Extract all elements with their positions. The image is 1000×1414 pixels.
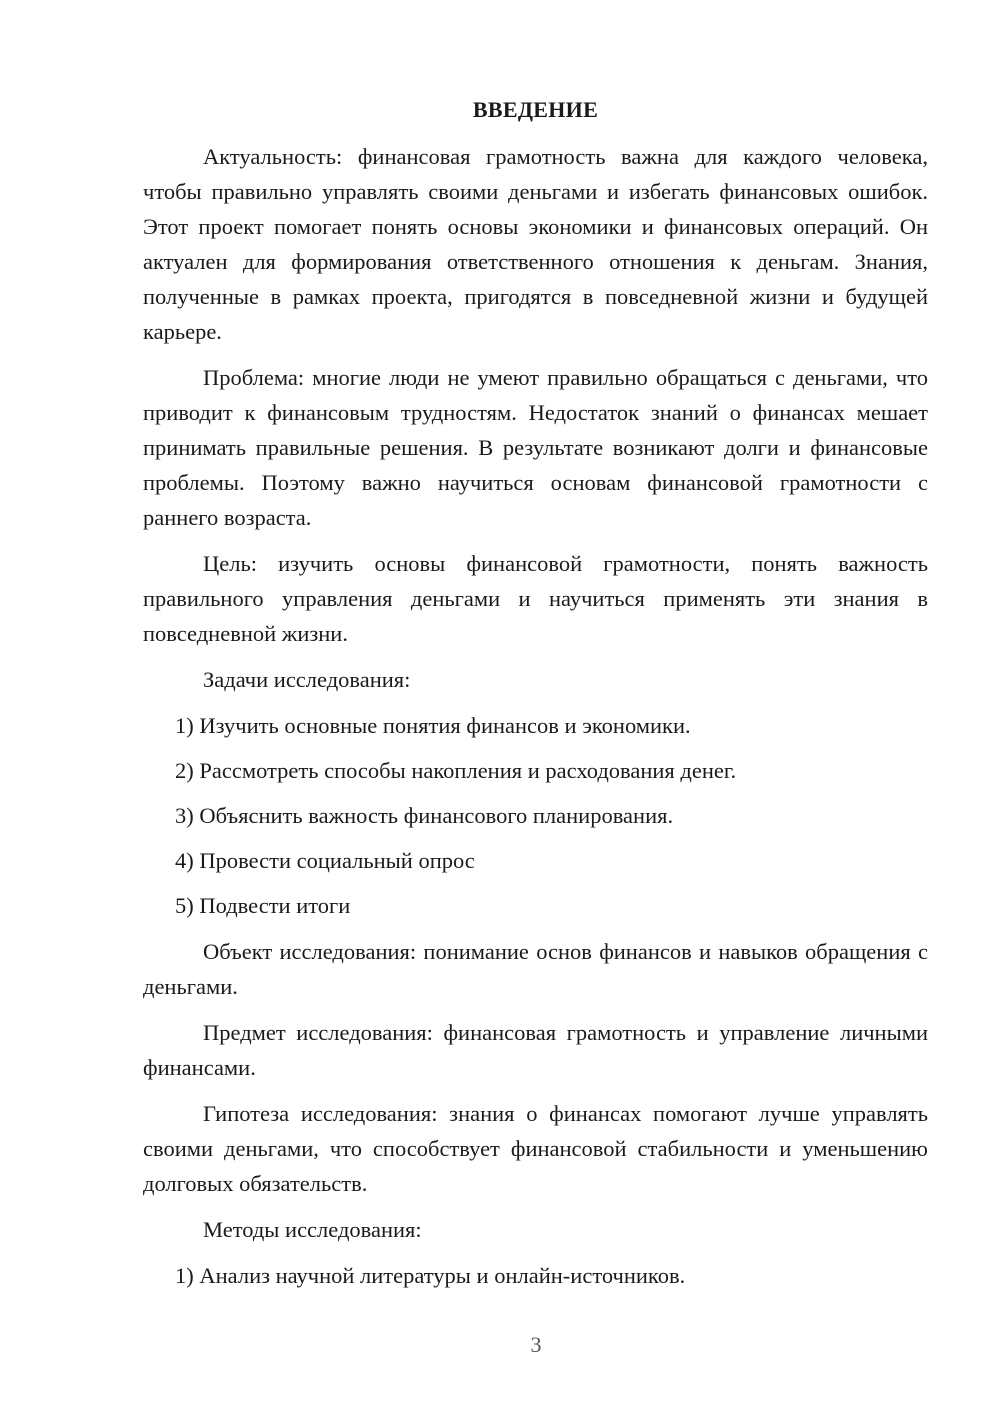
goal-paragraph: Цель: изучить основы финансовой грамотности, понять важность правильного управления деньгами и научиться применять эти знания в повседневной жизни. <box>143 551 928 646</box>
task-item: 1) Изучить основные понятия финансов и экономики. <box>175 713 691 738</box>
methods-list <box>143 1258 928 1293</box>
problem-paragraph: Проблема: многие люди не умеют правильно обращаться с деньгами, что приводит к финансовым трудностям. Недостаток знаний о финансах мешает принимать правильные решения. В результате возникают долги и финансовые проблемы. Поэтому важно научиться основам финансовой грамотности с раннего возраста. <box>143 365 928 530</box>
document-page <box>143 95 928 1304</box>
task-item: 5) Подвести итоги <box>175 893 351 918</box>
method-item: 1) Анализ научной литературы и онлайн-источников. <box>175 1263 686 1288</box>
page-title: ВВЕДЕНИЕ <box>472 97 599 122</box>
object-paragraph: Объект исследования: понимание основ финансов и навыков обращения с деньгами. <box>143 939 928 999</box>
methods-label: Методы исследования: <box>203 1217 422 1242</box>
page-number: 3 <box>530 1332 542 1357</box>
task-item: 4) Провести социальный опрос <box>175 848 475 873</box>
tasks-list <box>143 708 928 923</box>
tasks-label: Задачи исследования: <box>203 667 411 692</box>
task-item: 2) Рассмотреть способы накопления и расходования денег. <box>175 758 737 783</box>
relevance-paragraph: Актуальность: финансовая грамотность важна для каждого человека, чтобы правильно управлять своими деньгами и избегать финансовых ошибок. Этот проект помогает понять основы экономики и финансовых операций. Он актуален для формирования ответственного отношения к деньгам. Знания, полученные в рамках проекта, пригодятся в повседневной жизни и будущей карьере. <box>143 144 928 344</box>
subject-paragraph: Предмет исследования: финансовая грамотность и управление личными финансами. <box>143 1020 928 1080</box>
hypothesis-paragraph: Гипотеза исследования: знания о финансах помогают лучше управлять своими деньгами, что способствует финансовой стабильности и уменьшению долговых обязательств. <box>143 1101 928 1196</box>
task-item: 3) Объяснить важность финансового планирования. <box>175 803 674 828</box>
